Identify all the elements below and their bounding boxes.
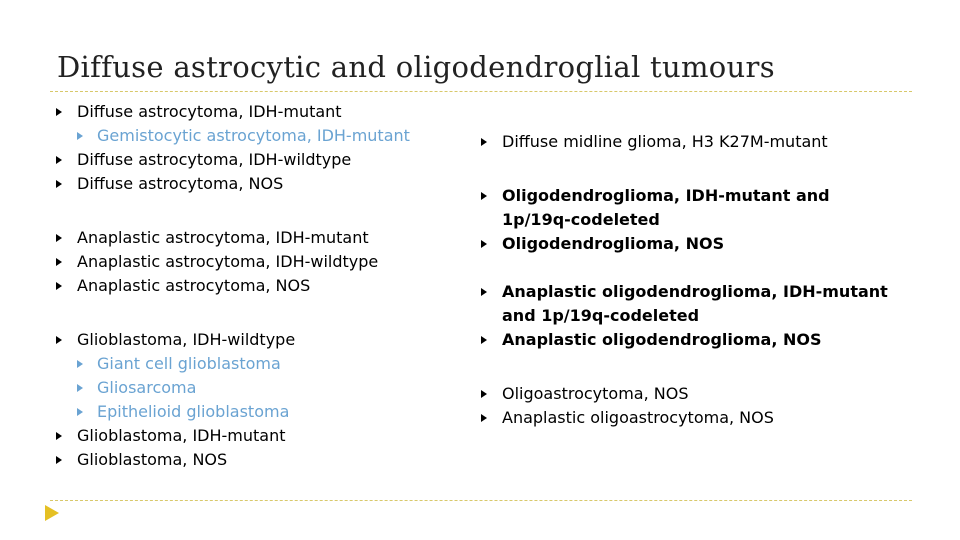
bullet-arrow-icon — [56, 108, 62, 116]
bullet-arrow-icon — [481, 240, 487, 248]
bullet-arrow-icon — [56, 456, 62, 464]
bullet-arrow-icon — [56, 258, 62, 266]
triangle-right-icon — [45, 505, 59, 521]
bullet-arrow-icon — [77, 384, 83, 392]
bullet-arrow-icon — [481, 138, 487, 146]
footer-divider — [50, 500, 912, 501]
bullet-arrow-icon — [56, 234, 62, 242]
title-divider — [50, 91, 912, 92]
bullet-arrow-icon — [481, 414, 487, 422]
slide-title: Diffuse astrocytic and oligodendroglial tumours — [57, 50, 775, 84]
bullet-arrow-icon — [56, 336, 62, 344]
bullet-arrow-icon — [77, 360, 83, 368]
bullet-arrow-icon — [56, 432, 62, 440]
bullet-arrow-icon — [481, 288, 487, 296]
bullet-arrow-icon — [56, 282, 62, 290]
bullet-arrow-icon — [56, 180, 62, 188]
bullet-arrow-icon — [77, 132, 83, 140]
bullet-arrow-icon — [56, 156, 62, 164]
bullet-arrow-icon — [481, 336, 487, 344]
bullet-arrow-icon — [481, 192, 487, 200]
bullet-arrow-icon — [481, 390, 487, 398]
bullet-arrow-icon — [77, 408, 83, 416]
